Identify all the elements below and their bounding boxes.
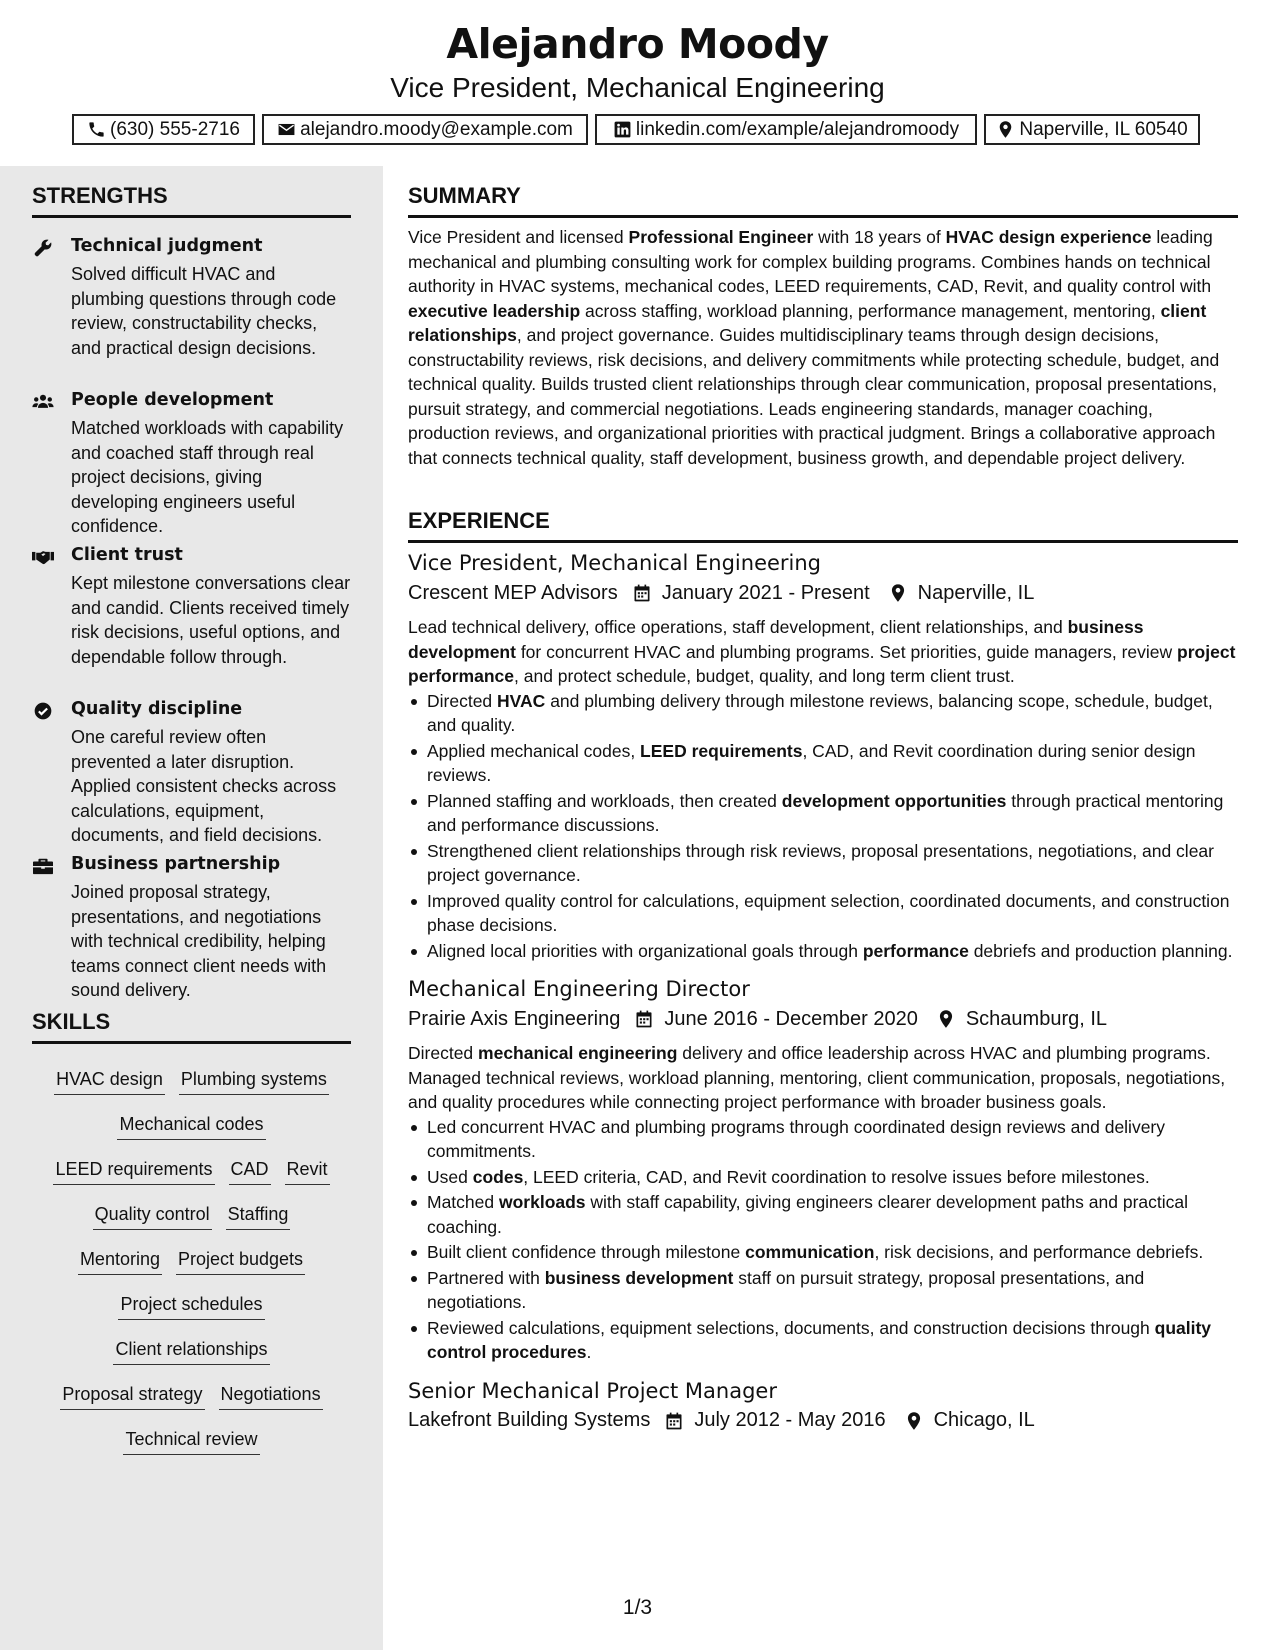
emphasis-text: HVAC design experience [945, 227, 1152, 247]
text-run: Improved quality control for calculations, equipment selection, coordinated documents, and construction phase decisions. [427, 890, 1230, 935]
text-run: leading mechanical and plumbing consulting work for complex building programs. Combines hands on technical authority in HVAC systems, mechanical codes, LEED requirements, CAD, Revit, and quality control with [408, 227, 1213, 296]
envelope-icon [277, 120, 296, 139]
list-item [408, 1240, 1238, 1265]
phone-icon [87, 120, 106, 139]
text-run: debriefs and production planning. [968, 940, 1233, 961]
skill-tag: Mentoring [78, 1249, 162, 1275]
map-pin-icon [936, 1009, 956, 1029]
skill-row [32, 1294, 351, 1339]
skill-tag: CAD [229, 1159, 271, 1185]
handshake-icon [32, 547, 54, 567]
contact-linkedin[interactable] [595, 114, 977, 145]
strengths-section [32, 183, 351, 1000]
list-item [408, 1165, 1238, 1190]
emphasis-text: development opportunities [781, 790, 1007, 811]
job-meta [408, 1407, 1238, 1435]
emphasis-text: codes [472, 1166, 524, 1187]
skill-tag: Proposal strategy [60, 1384, 204, 1410]
calendar-icon [634, 1009, 654, 1029]
text-run: Built client confidence through milestone [427, 1242, 746, 1262]
calendar-icon [632, 583, 652, 603]
job-summary [408, 615, 1238, 689]
skill-tag: Technical review [123, 1429, 259, 1455]
skill-tag: Negotiations [219, 1384, 323, 1410]
text-run: , CAD, and Revit coordination during senior design reviews. [427, 740, 1196, 785]
text-run: for concurrent HVAC and plumbing programs. Set priorities, guide managers, review [515, 641, 1178, 662]
strength-title: Quality discipline [71, 699, 243, 719]
job-title: Mechanical Engineering Director [408, 977, 750, 1001]
location-text: Naperville, IL 60540 [1019, 118, 1188, 140]
job-entry [408, 1379, 1238, 1435]
wrench-icon [32, 238, 54, 258]
map-pin-icon [904, 1411, 924, 1431]
phone-text: (630) 555-2716 [110, 118, 240, 140]
list-item [408, 689, 1238, 738]
strength-title: Client trust [71, 545, 183, 565]
job-list [408, 551, 1238, 1435]
skill-tag: Project budgets [176, 1249, 305, 1275]
contact-bar [72, 114, 1200, 145]
text-run: Aligned local priorities with organizational goals through [427, 940, 863, 961]
emphasis-text: performance [862, 940, 969, 961]
job-bullets [408, 1115, 1238, 1365]
skills-section [32, 1009, 351, 1449]
emphasis-text: executive leadership [408, 300, 581, 321]
emphasis-text: HVAC [497, 690, 546, 711]
map-pin-icon [888, 583, 908, 603]
text-run: Directed [408, 1043, 479, 1063]
strength-title: Technical judgment [71, 236, 263, 256]
job-dates: January 2021 - Present [661, 581, 870, 604]
job-meta [408, 579, 1238, 607]
linkedin-text: linkedin.com/example/alejandromoody [635, 118, 960, 140]
emphasis-text: LEED requirements [640, 740, 803, 761]
list-item [408, 939, 1238, 964]
skill-tag: HVAC design [54, 1069, 165, 1095]
list-item [408, 789, 1238, 838]
skill-row [32, 1204, 351, 1249]
people-icon [32, 392, 54, 412]
text-run: Planned staffing and workloads, then created [427, 790, 782, 811]
job-location: Chicago, IL [933, 1409, 1035, 1431]
skill-row [32, 1384, 351, 1429]
check-circle-icon [32, 701, 54, 721]
skill-tag: LEED requirements [53, 1159, 214, 1185]
text-run: , and protect schedule, budget, quality, and long term client trust. [514, 666, 1015, 686]
text-run: Strengthened client relationships through risk reviews, proposal presentations, negotiations, and clear project governance. [427, 840, 1214, 885]
sidebar [0, 166, 383, 1650]
skill-row [32, 1429, 351, 1474]
text-run: delivery and office leadership across HVAC and plumbing programs. Managed technical reviews, workload planning, mentoring, client communication, proposals, negotiations, and quality procedures while connecting project performance with broader business goals. [408, 1043, 1226, 1112]
text-run: and plumbing delivery through milestone reviews, balancing scope, schedule, budget, and quality. [427, 690, 1213, 735]
skill-tag: Client relationships [113, 1339, 269, 1365]
experience-heading: EXPERIENCE [408, 508, 1238, 543]
job-entry [408, 977, 1238, 1365]
contact-location [984, 114, 1200, 145]
job-entry [408, 551, 1238, 963]
emphasis-text: communication [745, 1242, 875, 1262]
skill-tag: Revit [285, 1159, 330, 1185]
skill-tag: Quality control [93, 1204, 212, 1230]
skill-tag: Plumbing systems [179, 1069, 329, 1095]
text-run: , risk decisions, and performance debriefs. [874, 1242, 1204, 1262]
text-run: , and project governance. Guides multidisciplinary teams through design decisions, constructability reviews, risk decisions, and delivery commitments while protecting schedule, budget, and technical quality. Builds trusted client relationships through clear communication, proposal presentations, pursuit strategy, and commercial negotiations. Leads engineering standards, manager coaching, production reviews, and organizational priorities with practical judgment. Brings a collaborative approach that connects technical quality, staff development, business growth, and dependable project delivery. [408, 325, 1220, 468]
contact-email[interactable] [262, 114, 588, 145]
job-summary [408, 1041, 1238, 1115]
strength-text: Solved difficult HVAC and plumbing questions through code review, constructability checks, and practical design decisions. [71, 264, 337, 358]
skill-row [32, 1249, 351, 1294]
emphasis-text: business development [544, 1267, 734, 1288]
map-pin-icon [996, 120, 1015, 139]
contact-phone[interactable] [72, 114, 255, 145]
strengths-heading: STRENGTHS [32, 183, 351, 218]
job-meta [408, 1005, 1238, 1033]
candidate-title: Vice President, Mechanical Engineering [390, 72, 885, 103]
emphasis-text: project performance [408, 641, 1236, 686]
briefcase-icon [32, 856, 54, 876]
emphasis-text: workloads [498, 1192, 586, 1212]
strength-title: People development [71, 390, 274, 410]
text-run: . [586, 1342, 592, 1362]
calendar-icon [664, 1411, 684, 1431]
text-run: Used [427, 1166, 473, 1187]
text-run: Lead technical delivery, office operations, staff development, client relationships, and [408, 617, 1068, 637]
resume-header [0, 0, 1275, 166]
text-run: across staffing, workload planning, performance management, mentoring, [580, 300, 1161, 321]
text-run: Reviewed calculations, equipment selections, documents, and construction decisions through [427, 1317, 1155, 1338]
emphasis-text: client relationships [408, 300, 1207, 345]
job-company: Prairie Axis Engineering [408, 1007, 621, 1030]
job-company: Lakefront Building Systems [408, 1409, 651, 1431]
list-item [408, 1115, 1238, 1164]
email-text: alejandro.moody@example.com [300, 118, 573, 140]
text-run: Applied mechanical codes, [427, 740, 641, 761]
job-dates: June 2016 - December 2020 [664, 1007, 918, 1030]
text-run: Directed [427, 690, 498, 711]
strength-text: One careful review often prevented a later disruption. Applied consistent checks across calculations, equipment, documents, and field decisions. [71, 727, 337, 845]
text-run: staff on pursuit strategy, proposal presentations, and negotiations. [427, 1267, 1145, 1312]
emphasis-text: business development [408, 617, 1144, 662]
job-bullets [408, 689, 1238, 964]
experience-section [408, 508, 1238, 1435]
summary-heading: SUMMARY [408, 183, 1238, 218]
skill-tag: Mechanical codes [117, 1114, 265, 1140]
text-run: Matched [427, 1192, 499, 1212]
summary-section [408, 183, 1238, 470]
strength-text: Joined proposal strategy, presentations, and negotiations with technical credibility, helping teams connect client needs with sound delivery. [71, 882, 327, 1000]
skill-row [32, 1339, 351, 1384]
skill-row [32, 1069, 351, 1114]
list-item [408, 739, 1238, 788]
list-item [408, 1190, 1238, 1239]
summary-text [408, 225, 1238, 470]
list-item [408, 889, 1238, 938]
text-run: through practical mentoring and performance discussions. [427, 790, 1224, 835]
text-run: with 18 years of [813, 227, 946, 247]
candidate-name: Alejandro Moody [446, 20, 829, 68]
list-item [408, 1266, 1238, 1315]
text-run: Partnered with [427, 1267, 545, 1288]
job-location: Naperville, IL [917, 581, 1035, 604]
linkedin-icon [613, 120, 632, 139]
emphasis-text: quality control procedures [427, 1317, 1212, 1362]
strength-text: Kept milestone conversations clear and candid. Clients received timely risk decisions, useful options, and dependable follow through. [71, 573, 351, 667]
strength-title: Business partnership [71, 854, 281, 874]
job-dates: July 2012 - May 2016 [694, 1409, 886, 1431]
text-run: , LEED criteria, CAD, and Revit coordination to resolve issues before milestones. [523, 1166, 1150, 1187]
skills-heading: SKILLS [32, 1009, 351, 1044]
list-item [408, 1316, 1238, 1365]
text-run: Led concurrent HVAC and plumbing programs through coordinated design reviews and delivery commitments. [427, 1116, 1166, 1161]
emphasis-text: Professional Engineer [628, 227, 814, 247]
text-run: Vice President and licensed [408, 227, 629, 247]
list-item [408, 839, 1238, 888]
page-number: 1/3 [622, 1596, 653, 1619]
job-title: Senior Mechanical Project Manager [408, 1378, 777, 1403]
job-location: Schaumburg, IL [965, 1007, 1108, 1030]
job-title: Vice President, Mechanical Engineering [408, 551, 822, 575]
skills-list [32, 1069, 351, 1474]
text-run: with staff capability, giving engineers clearer development paths and practical coaching. [427, 1192, 1189, 1237]
skill-row [32, 1159, 351, 1204]
skill-tag: Staffing [226, 1204, 291, 1230]
job-company: Crescent MEP Advisors [408, 581, 618, 604]
emphasis-text: mechanical engineering [478, 1043, 678, 1063]
skill-tag: Project schedules [118, 1294, 264, 1320]
strength-text: Matched workloads with capability and coached staff through real project decisions, giving developing engineers useful confidence. [71, 418, 344, 536]
skill-row [32, 1114, 351, 1159]
